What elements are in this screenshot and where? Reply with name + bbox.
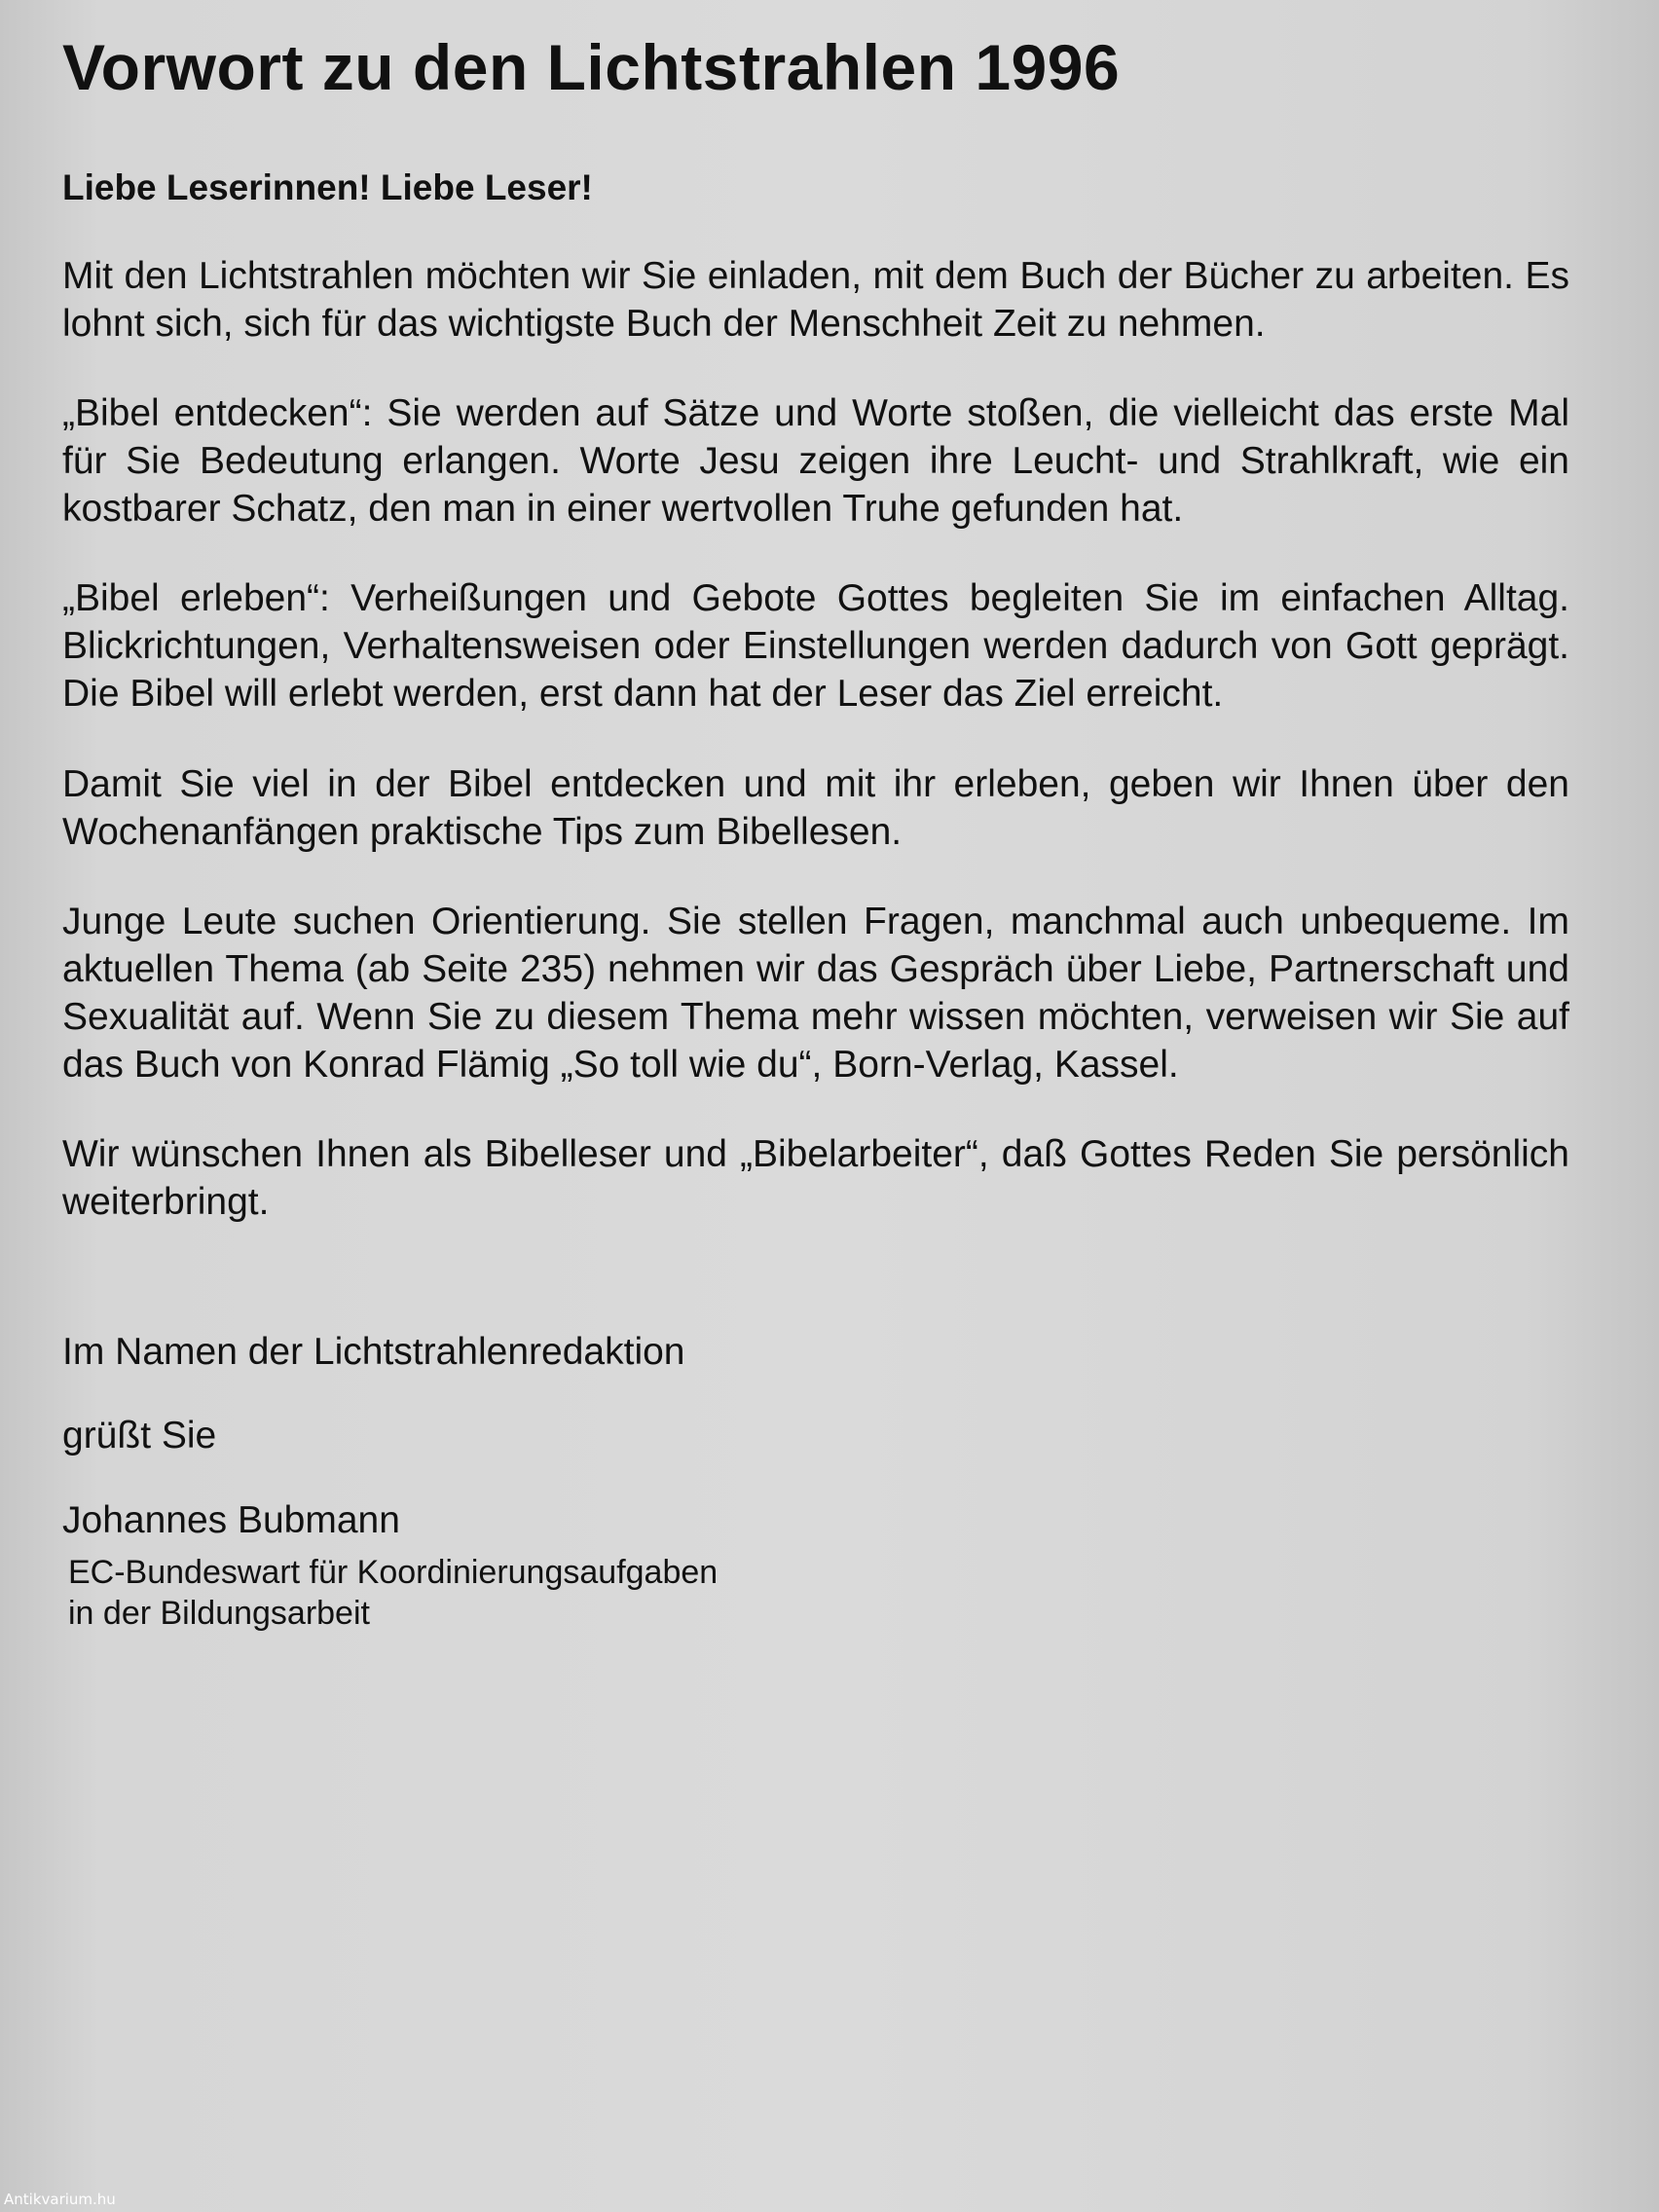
paragraph-junge-leute: Junge Leute suchen Orientierung. Sie stellen Fragen, manchmal auch unbequeme. Im aktuellen Thema (ab Seite 235) nehmen wir das Gespräch über Liebe, Partnerschaft und Sexualität auf. Wenn Sie zu diesem Thema mehr wissen möchten, verweisen wir Sie auf das Buch von Konrad Flämig „So toll wie du“, Born-Verlag, Kassel.: [62, 900, 1569, 1087]
paragraph-wishes: Wir wünschen Ihnen als Bibelleser und „Bibelarbeiter“, daß Gottes Reden Sie persönlich weiterbringt.: [62, 1133, 1569, 1224]
greeting: Liebe Leserinnen! Liebe Leser!: [62, 166, 593, 207]
page-title: Vorwort zu den Lichtstrahlen 1996: [62, 31, 1121, 103]
paragraph-tips: Damit Sie viel in der Bibel entdecken und mit ihr erleben, geben wir Ihnen über den Wochenanfängen praktische Tips zum Bibellesen.: [62, 762, 1569, 853]
signer-role: [68, 1552, 1569, 1635]
signer-role-line-1: EC-Bundeswart für Koordinierungsaufgaben: [68, 1553, 719, 1591]
closing-greeting: grüßt Sie: [62, 1415, 217, 1457]
closing-line: Im Namen der Lichtstrahlenredaktion: [62, 1330, 685, 1373]
watermark: Antikvarium.hu: [4, 2191, 116, 2208]
paragraph-invitation: Mit den Lichtstrahlen möchten wir Sie einladen, mit dem Buch der Bücher zu arbeiten. Es lohnt sich, sich für das wichtigste Buch der Menschheit Zeit zu nehmen.: [62, 254, 1569, 345]
signer-name: Johannes Bubmann: [62, 1498, 400, 1541]
paragraph-bibel-erleben: „Bibel erleben“: Verheißungen und Gebote Gottes begleiten Sie im einfachen Alltag. Blickrichtungen, Verhaltensweisen oder Einstellungen werden dadurch von Gott geprägt. Die Bibel will erlebt werden, erst dann hat der Leser das Ziel erreicht.: [62, 577, 1569, 716]
paragraph-bibel-entdecken: „Bibel entdecken“: Sie werden auf Sätze und Worte stoßen, die vielleicht das erste Mal für Sie Bedeutung erlangen. Worte Jesu zeigen ihre Leucht- und Strahlkraft, wie ein kostbarer Schatz, den man in einer wertvollen Truhe gefunden hat.: [62, 391, 1569, 531]
document-content: [62, 27, 1569, 1635]
signer-role-line-2: in der Bildungsarbeit: [68, 1595, 370, 1633]
